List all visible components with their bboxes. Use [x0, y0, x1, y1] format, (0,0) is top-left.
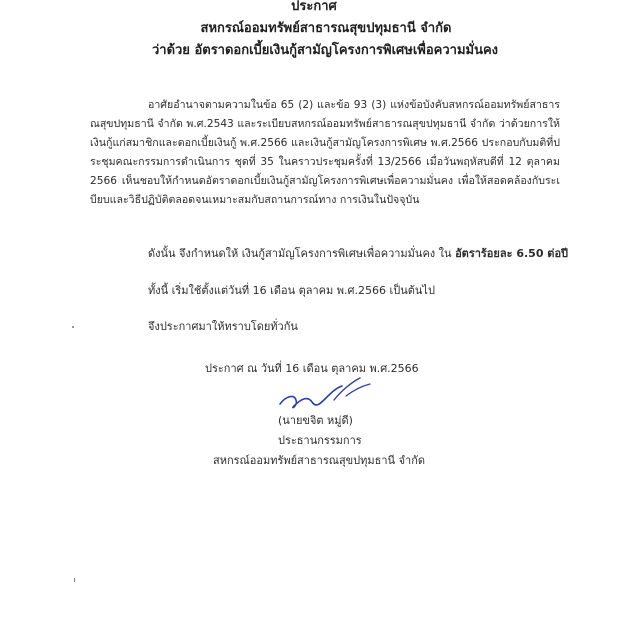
document-body [90, 96, 560, 210]
announcement-date: ประกาศ ณ วันที่ 16 เดือน ตุลาคม พ.ศ.2566 [205, 362, 419, 375]
scan-speck [72, 326, 74, 328]
signer-name: (นายขจิต หมู่ดี) [278, 414, 353, 427]
rate-prefix: ดังนั้น จึงกำหนดให้ เงินกู้สามัญโครงการพิเศษเพื่อความมั่นคง ใน [148, 247, 456, 260]
body-paragraph-1: อาศัยอำนาจตามความในข้อ 65 (2) และข้อ 93 (3) แห่งข้อบังคับสหกรณ์ออมทรัพย์สาธารณสุขปทุมธานี จำกัด พ.ศ.2543 และระเบียบสหกรณ์ออมทรัพย์สาธารณสุขปทุมธานี จำกัด ว่าด้วยการให้เงินกู้แก่สมาชิกและดอกเบี้ยเงินกู้ พ.ศ.2566 และเงินกู้สามัญโครงการพิเศษ พ.ศ.2566 ประกอบกับมติที่ประชุมคณะกรรมการดำเนินการ ชุดที่ 35 ในคราวประชุมครั้งที่ 13/2566 เมื่อวันพฤหัสบดีที่ 12 ตุลาคม 2566 เห็นชอบให้กำหนดอัตราดอกเบี้ยเงินกู้สามัญโครงการพิเศษเพื่อความมั่นคง เพื่อให้สอดคล้องกับระเบียบและวิธีปฏิบัติตลอดจนเหมาะสมกับสถานการณ์ทาง การเงินในปัจจุบัน [90, 99, 560, 206]
signer-title: ประธานกรรมการ [278, 434, 362, 447]
scan-speck [74, 578, 75, 582]
header-subject: ว่าด้วย อัตราดอกเบี้ยเงินกู้สามัญโครงการพิเศษเพื่อความมั่นคง [151, 43, 499, 58]
signature-icon [272, 370, 382, 418]
signer-organization: สหกรณ์ออมทรัพย์สาธารณสุขปทุมธานี จำกัด [213, 454, 426, 467]
rate-statement [148, 245, 568, 263]
header-organization: สหกรณ์ออมทรัพย์สาธารณสุขปทุมธานี จำกัด [200, 21, 452, 36]
effective-date-statement: ทั้งนี้ เริ่มใช้ตั้งแต่วันที่ 16 เดือน ตุลาคม พ.ศ.2566 เป็นต้นไป [148, 284, 435, 297]
rate-value: อัตราร้อยละ 6.50 ต่อปี [455, 247, 569, 260]
document-header [0, 0, 640, 62]
header-title: ประกาศ [291, 0, 337, 14]
notice-statement: จึงประกาศมาให้ทราบโดยทั่วกัน [148, 320, 298, 333]
